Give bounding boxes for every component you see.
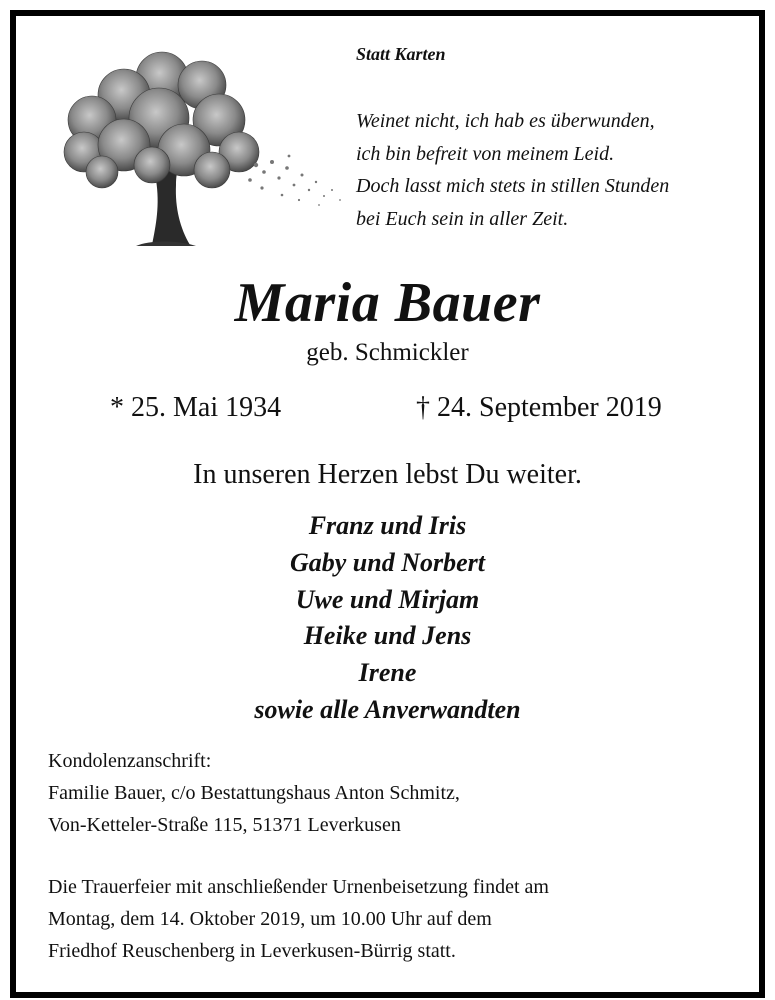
poem-line: Weinet nicht, ich hab es überwunden, [356, 110, 655, 132]
poem-line: ich bin befreit von meinem Leid. [356, 142, 615, 165]
mourner: Irene [358, 658, 417, 688]
poem-line: Doch lasst mich stets in stillen Stunden [356, 175, 670, 197]
mourner: sowie alle Anverwandten [254, 694, 521, 724]
poem [356, 105, 669, 235]
funeral-line: Friedhof Reuschenberg in Leverkusen-Bürrig statt. [48, 940, 456, 962]
funeral-info [48, 871, 549, 967]
birth-date: * 25. Mai 1934 [110, 392, 282, 423]
condolence-line: Von-Ketteler-Straße 115, 51371 Leverkusen [48, 814, 401, 836]
death-date: † 24. September 2019 [416, 392, 662, 423]
deceased-name: Maria Bauer [234, 272, 541, 334]
mourner: Franz und Iris [308, 511, 467, 540]
statt-karten-heading: Statt Karten [356, 44, 446, 64]
poem-line: bei Euch sein in aller Zeit. [356, 207, 569, 230]
mourner: Heike und Jens [303, 621, 472, 651]
tree-illustration-icon [44, 40, 344, 250]
condolence-line: Kondolenzanschrift: [48, 750, 212, 772]
condolence-address [48, 745, 460, 841]
funeral-line: Montag, dem 14. Oktober 2019, um 10.00 Uhr auf dem [48, 908, 492, 930]
birth-name: geb. Schmickler [306, 339, 469, 366]
memorial-motto: In unseren Herzen lebst Du weiter. [193, 459, 582, 490]
mourner: Gaby und Norbert [289, 547, 485, 577]
funeral-line: Die Trauerfeier mit anschließender Urnenbeisetzung findet am [48, 876, 549, 898]
obituary-notice [10, 10, 765, 998]
mourner: Uwe und Mirjam [295, 584, 480, 614]
mourners-list [16, 508, 759, 729]
condolence-line: Familie Bauer, c/o Bestattungshaus Anton Schmitz, [48, 782, 460, 804]
